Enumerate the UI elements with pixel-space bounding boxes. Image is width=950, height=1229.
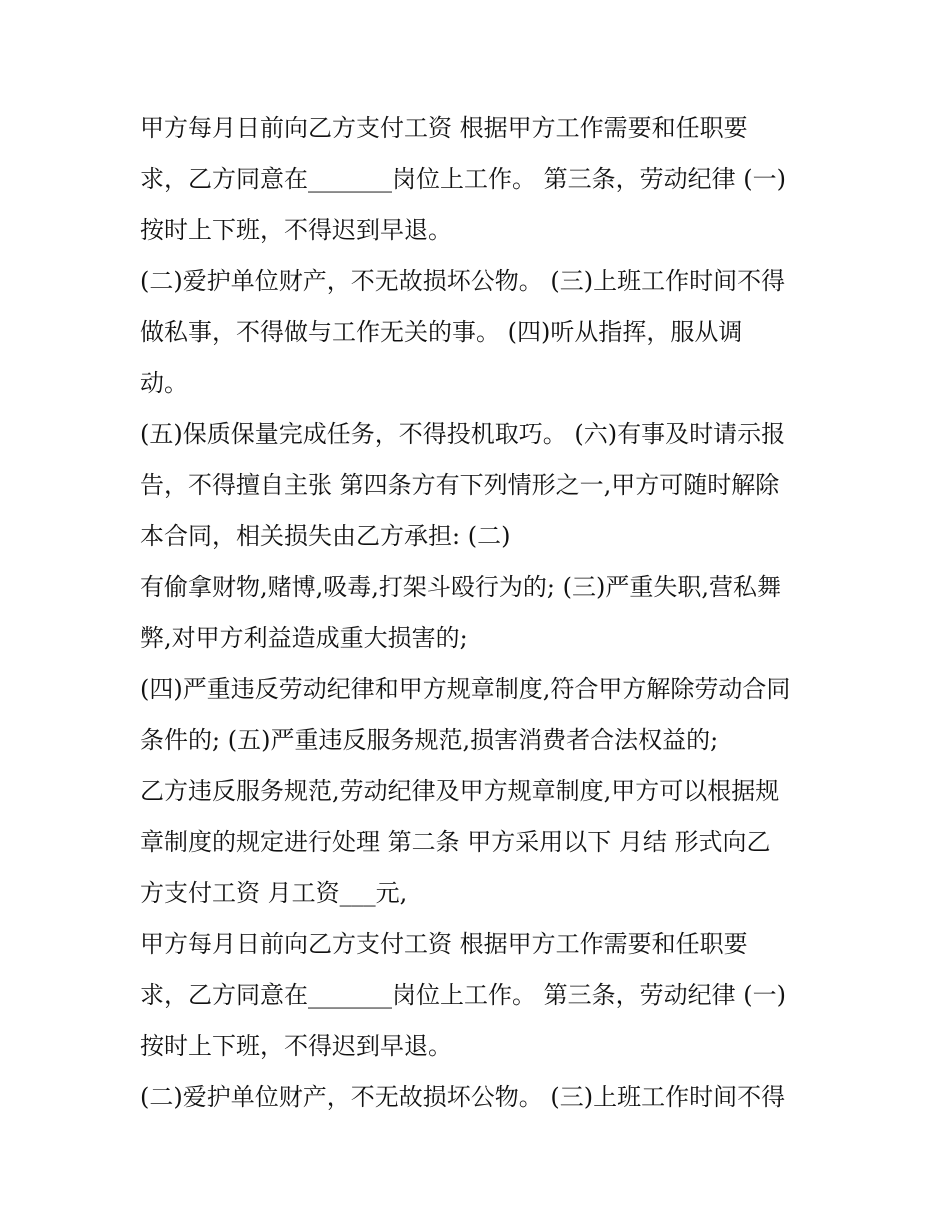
text-line: 有偷拿财物,赌博,吸毒,打架斗殴行为的; (三)严重失职,营私舞 [140,573,781,601]
text-line: 章制度的规定进行处理 第二条 甲方采用以下 月结 形式向乙 [140,828,771,856]
text-line: (五)保质保量完成任务，不得投机取巧。 (六)有事及时请示报 [140,420,786,448]
text-line: 弊,对甲方利益造成重大损害的; [140,624,468,652]
text-line: 求，乙方同意在_______岗位上工作。 第三条，劳动纪律 (一) [140,981,786,1009]
text-line: 做私事，不得做与工作无关的事。 (四)听从指挥，服从调 [140,318,743,346]
text-line: 求，乙方同意在_______岗位上工作。 第三条，劳动纪律 (一) [140,165,786,193]
text-line: 本合同，相关损失由乙方承担: (二) [140,522,511,550]
text-line: 甲方每月日前向乙方支付工资 根据甲方工作需要和任职要 [140,114,748,142]
text-line: 方支付工资 月工资___元, [140,879,408,907]
text-line: 乙方违反服务规范,劳动纪律及甲方规章制度,甲方可以根据规 [140,777,780,805]
text-line: 告，不得擅自主张 第四条方有下列情形之一,甲方可随时解除 [140,471,780,499]
text-line: 条件的; (五)严重违反服务规范,损害消费者合法权益的; [140,726,719,754]
text-line: 按时上下班，不得迟到早退。 [140,216,452,244]
text-line: 甲方每月日前向乙方支付工资 根据甲方工作需要和任职要 [140,930,748,958]
text-line: 动。 [140,369,188,397]
text-line: 按时上下班，不得迟到早退。 [140,1032,452,1060]
text-line: (二)爱护单位财产，不无故损坏公物。 (三)上班工作时间不得 [140,1083,786,1111]
text-line: (四)严重违反劳动纪律和甲方规章制度,符合甲方解除劳动合同 [140,675,791,703]
document-body [140,103,830,1123]
text-line: (二)爱护单位财产，不无故损坏公物。 (三)上班工作时间不得 [140,267,786,295]
